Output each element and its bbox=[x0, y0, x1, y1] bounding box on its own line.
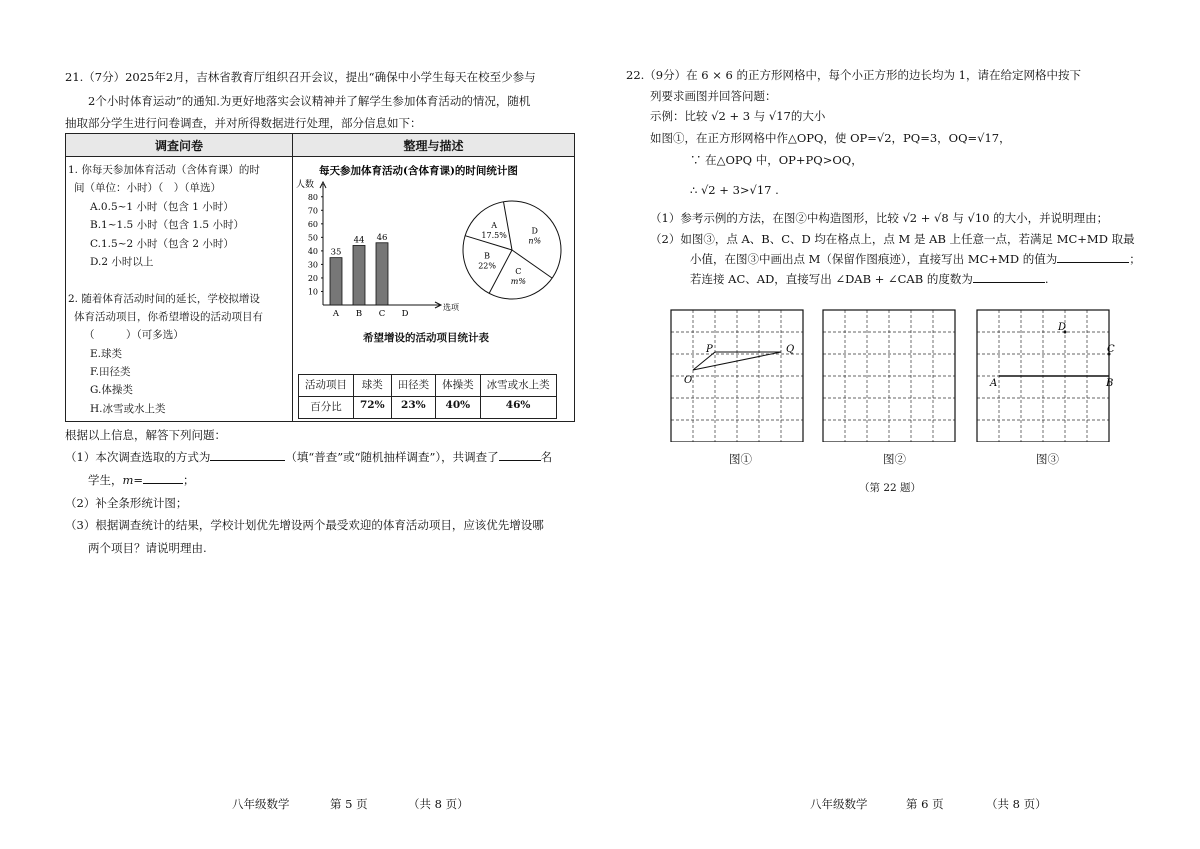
q21-line2: 2个小时体育运动”的通知.为更好地落实会议精神并了解学生参加体育活动的情况，随机 bbox=[88, 94, 531, 108]
blank-method[interactable] bbox=[210, 448, 285, 461]
figure-1-caption: 图① bbox=[729, 452, 752, 466]
x-tick-label: D bbox=[401, 309, 409, 317]
point-b-label: B bbox=[1106, 378, 1114, 389]
blank-count[interactable] bbox=[499, 448, 541, 461]
footer-left-page: 第 5 页 bbox=[330, 797, 368, 811]
survey1-line2: 间（单位：小时）（ ）（单选） bbox=[74, 182, 221, 194]
x-tick-label: B bbox=[355, 309, 363, 317]
y-tick-label: 70 bbox=[307, 206, 318, 216]
point-o-label: O bbox=[684, 375, 693, 386]
point-d-label: D bbox=[1058, 322, 1067, 333]
option-e: E.球类 bbox=[90, 348, 123, 360]
survey2-line2: 体育活动项目，你希望增设的活动项目有 bbox=[74, 311, 263, 323]
y-tick-label: 30 bbox=[307, 260, 318, 270]
y-tick-label: 20 bbox=[307, 273, 318, 283]
bar bbox=[330, 258, 342, 305]
y-tick-label: 60 bbox=[307, 219, 318, 229]
option-f: F.田径类 bbox=[90, 366, 131, 378]
option-b: B.1~1.5 小时（包含 1.5 小时） bbox=[90, 219, 244, 231]
q22-sub2-line3: 若连接 AC、AD，直接写出 ∠DAB + ∠CAB 的度数为 . bbox=[690, 272, 1049, 286]
stat-value: 46% bbox=[480, 397, 556, 419]
q21-line1: 21.（7分）2025年2月，吉林省教育厅组织召开会议，提出“确保中小学生每天在校至少参与 bbox=[65, 70, 536, 84]
stat-header: 田径类 bbox=[391, 375, 436, 397]
bar-chart-title: 每天参加体育活动(含体育课)的时间统计图 bbox=[319, 165, 518, 177]
bar-value-label: 35 bbox=[330, 247, 342, 258]
y-axis-label: 人数 bbox=[296, 180, 315, 190]
figure-3-caption: 图③ bbox=[1036, 452, 1059, 466]
q22-sub2-line2: 小值，在图③中画出点 M（保留作图痕迹），直接写出 MC+MD 的值为 ； bbox=[690, 252, 1141, 266]
footer-left-total: （共 8 页） bbox=[408, 797, 469, 811]
footer-right-page: 第 6 页 bbox=[906, 797, 944, 811]
figure-2-grid bbox=[822, 308, 966, 442]
bar bbox=[376, 243, 388, 305]
stat-value: 72% bbox=[354, 397, 392, 419]
x-axis-label: 选项 bbox=[443, 303, 459, 312]
point-c-label: C bbox=[1107, 344, 1115, 355]
q22-example-construction: 如图①，在正方形网格中作△OPQ，使 OP=√2，PQ=3，OQ=√17， bbox=[650, 131, 1011, 145]
q21-sub1-line2: 学生，m= ； bbox=[88, 473, 195, 487]
description-cell bbox=[293, 157, 575, 422]
figure-2-caption: 图② bbox=[883, 452, 906, 466]
pie-chart bbox=[459, 197, 565, 303]
pie-slice-value: 22% bbox=[478, 261, 497, 271]
q21-after: 根据以上信息，解答下列问题： bbox=[65, 428, 226, 442]
q22-line1: 22.（9分）在 6 × 6 的正方形网格中，每个小正方形的边长均为 1，请在给定网格中按下 bbox=[626, 68, 1081, 82]
option-d: D.2 小时以上 bbox=[90, 256, 154, 268]
blank-m[interactable] bbox=[143, 471, 183, 484]
y-tick-label: 80 bbox=[307, 192, 318, 202]
figure-3-grid bbox=[976, 308, 1120, 442]
q21-sub1-line1: （1）本次调查选取的方式为 （填“普查”或“随机抽样调查”），共调查了 名 bbox=[65, 450, 553, 464]
pie-slice-label: C bbox=[515, 267, 522, 277]
q21-sub2: （2）补全条形统计图； bbox=[65, 496, 188, 510]
stat-value: 23% bbox=[391, 397, 436, 419]
q22-sub2-line1: （2）如图③，点 A、B、C、D 均在格点上，点 M 是 AB 上任意一点，若满足 MC+MD 取最 bbox=[650, 232, 1135, 246]
point-p-label: P bbox=[706, 344, 713, 355]
x-tick-label: A bbox=[332, 309, 340, 317]
stat-value: 40% bbox=[436, 397, 481, 419]
stat-table bbox=[298, 374, 557, 419]
q22-example-line: 示例：比较 √2 + 3 与 √17的大小 bbox=[650, 109, 826, 123]
stat-header: 冰雪或水上类 bbox=[480, 375, 556, 397]
option-g: G.体操类 bbox=[90, 384, 133, 396]
pie-slice-value: 17.5% bbox=[481, 230, 507, 240]
pie-slice-label: D bbox=[531, 226, 538, 236]
footer-left-subject: 八年级数学 bbox=[232, 797, 290, 811]
figure-1-grid bbox=[670, 308, 814, 442]
stat-header: 球类 bbox=[354, 375, 392, 397]
pie-slice-label: A bbox=[491, 220, 498, 230]
q22-example-therefore: ∴ √2 + 3>√17 . bbox=[690, 183, 779, 197]
q22-example-because: ∵ 在△OPQ 中，OP+PQ>OQ， bbox=[690, 153, 863, 167]
point-q-label: Q bbox=[786, 344, 795, 355]
stat-table-title: 希望增设的活动项目统计表 bbox=[363, 332, 489, 344]
point-a-label: A bbox=[990, 378, 998, 389]
bar-value-label: 46 bbox=[376, 232, 388, 243]
survey-table bbox=[65, 133, 575, 422]
bar-value-label: 44 bbox=[353, 235, 365, 246]
blank-angle[interactable] bbox=[973, 270, 1045, 283]
y-tick-label: 10 bbox=[307, 287, 318, 297]
option-h: H.冰雪或水上类 bbox=[90, 403, 166, 415]
x-tick-label: C bbox=[378, 309, 386, 317]
q21-line3: 抽取部分学生进行问卷调查，并对所得数据进行处理，部分信息如下： bbox=[65, 116, 422, 130]
option-c: C.1.5~2 小时（包含 2 小时） bbox=[90, 238, 234, 250]
questionnaire-cell bbox=[66, 157, 293, 422]
y-tick-label: 50 bbox=[307, 233, 318, 243]
q21-sub3-line1: （3）根据调查统计的结果，学校计划优先增设两个最受欢迎的体育活动项目，应该优先增设哪 bbox=[65, 518, 544, 532]
footer-right-subject: 八年级数学 bbox=[810, 797, 868, 811]
option-a: A.0.5~1 小时（包含 1 小时） bbox=[90, 201, 234, 213]
table-head-left: 调查问卷 bbox=[66, 134, 293, 157]
survey2-line3: （ ）（可多选） bbox=[84, 329, 184, 341]
blank-min-value[interactable] bbox=[1057, 250, 1129, 263]
q22-line2: 列要求画图并回答问题： bbox=[650, 89, 777, 103]
stat-header: 体操类 bbox=[436, 375, 481, 397]
stat-value: 百分比 bbox=[299, 397, 354, 419]
q21-sub3-line2: 两个项目？请说明理由. bbox=[88, 541, 207, 555]
q22-sub1: （1）参考示例的方法，在图②中构造图形，比较 √2 + √8 与 √10 的大小，并说明理由； bbox=[650, 211, 1109, 225]
survey1-line1: 1. 你每天参加体育活动（含体育课）的时 bbox=[68, 164, 260, 176]
question-22-caption: （第 22 题） bbox=[859, 482, 922, 494]
pie-slice-value: m% bbox=[510, 277, 526, 287]
y-tick-label: 40 bbox=[307, 246, 318, 256]
survey2-line1: 2. 随着体育活动时间的延长，学校拟增设 bbox=[68, 293, 260, 305]
pie-slice-value: n% bbox=[528, 236, 542, 246]
table-head-right: 整理与描述 bbox=[293, 134, 575, 157]
stat-header: 活动项目 bbox=[299, 375, 354, 397]
pie-slice-label: B bbox=[484, 251, 491, 261]
bar bbox=[353, 245, 365, 305]
footer-right-total: （共 8 页） bbox=[986, 797, 1047, 811]
